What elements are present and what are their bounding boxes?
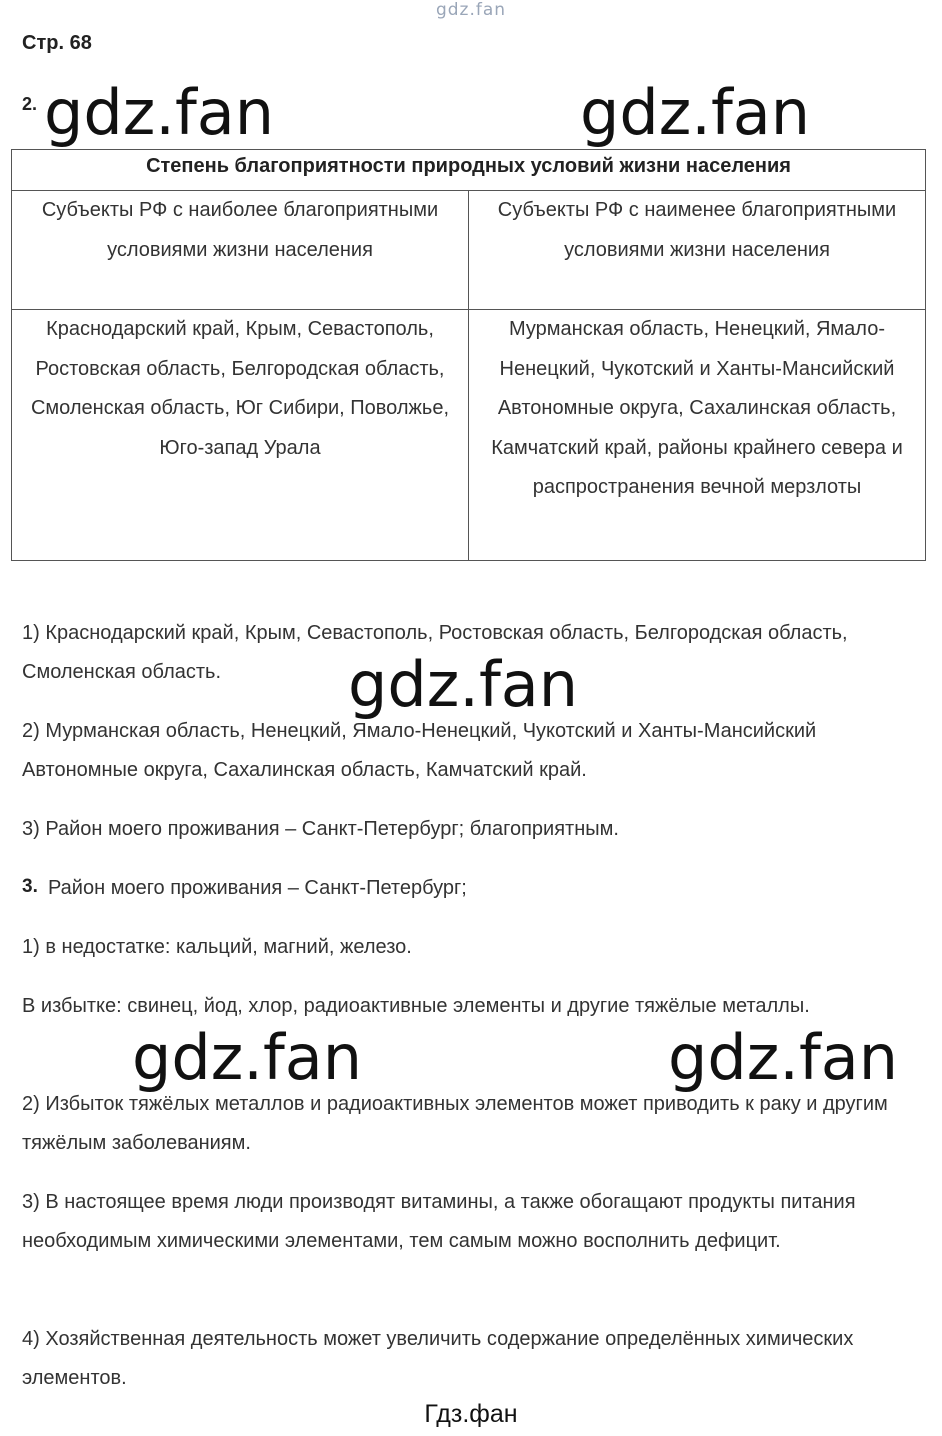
- task-2-number: 2.: [22, 94, 38, 114]
- watermark-logo: gdz.fan: [44, 76, 275, 149]
- answer-3-excess: В избытке: свинец, йод, хлор, радиоактивные элементы и другие тяжёлые металлы.: [22, 995, 810, 1017]
- conditions-table: [11, 149, 926, 561]
- task-3-intro: Район моего проживания – Санкт-Петербург;: [48, 877, 467, 899]
- page-reference: Стр. 68: [22, 32, 92, 54]
- column-header-most-favorable: Субъекты РФ с наиболее благоприятными условиями жизни населения: [12, 191, 469, 310]
- answer-3-1: 1) в недостатке: кальций, магний, железо.: [22, 936, 412, 958]
- answer-3-3: 3) В настоящее время люди производят витамины, а также обогащают продукты питания необходимым химическими элементами, тем самым можно восполнить дефицит.: [22, 1191, 856, 1252]
- answer-3-4: 4) Хозяйственная деятельность может увеличить содержание определённых химических элементов.: [22, 1328, 854, 1389]
- answer-2-2: 2) Мурманская область, Ненецкий, Ямало-Ненецкий, Чукотский и Ханты-Мансийский Автономные округа, Сахалинская область, Камчатский край.: [22, 720, 817, 781]
- column-header-least-favorable: Субъекты РФ с наименее благоприятными условиями жизни населения: [469, 191, 926, 310]
- watermark-logo: gdz.fan: [668, 1021, 899, 1094]
- answer-2-1: 1) Краснодарский край, Крым, Севастополь, Ростовская область, Белгородская область, Смоленская область.: [22, 622, 848, 683]
- cell-least-favorable-regions: Мурманская область, Ненецкий, Ямало-Ненецкий, Чукотский и Ханты-Мансийский Автономные округа, Сахалинская область, Камчатский край, районы крайнего севера и распространения вечной мерзлоты: [469, 310, 926, 561]
- watermark-logo: gdz.fan: [348, 648, 579, 721]
- answer-3-2: 2) Избыток тяжёлых металлов и радиоактивных элементов может приводить к раку и другим тяжёлым заболеваниям.: [22, 1093, 888, 1154]
- footer-site-name: Гдз.фан: [424, 1400, 518, 1428]
- watermark-logo: gdz.fan: [580, 76, 811, 149]
- watermark-logo: gdz.fan: [132, 1021, 363, 1094]
- table-title: Степень благоприятности природных условий жизни населения: [12, 150, 926, 191]
- watermark-top: gdz.fan: [435, 0, 507, 20]
- cell-most-favorable-regions: Краснодарский край, Крым, Севастополь, Ростовская область, Белгородская область, Смоленская область, Юг Сибири, Поволжье, Юго-запад Урала: [12, 310, 469, 561]
- answer-2-3: 3) Район моего проживания – Санкт-Петербург; благоприятным.: [22, 818, 619, 840]
- task-3-number: 3.: [22, 876, 38, 897]
